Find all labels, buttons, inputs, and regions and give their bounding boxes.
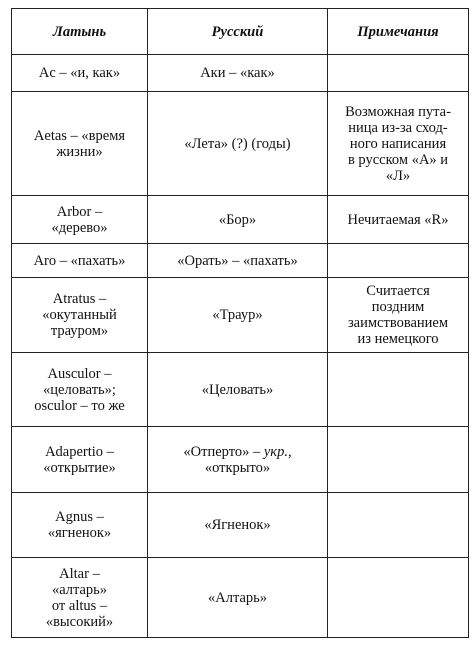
note-cell xyxy=(328,244,469,278)
russian-cell: «Орать» – «пахать» xyxy=(148,244,328,278)
ukr-abbrev: укр. xyxy=(263,443,288,460)
note-cell xyxy=(328,353,469,427)
table-row xyxy=(12,278,469,353)
header-row xyxy=(12,9,469,55)
russian-cell: «Траур» xyxy=(148,278,328,353)
latin-cell: Ausculor – «целовать»; osculor – то же xyxy=(12,353,148,427)
header-notes: Примечания xyxy=(328,9,469,55)
table-row xyxy=(12,558,469,638)
table-row xyxy=(12,92,469,196)
note-cell: Нечитаемая «R» xyxy=(328,196,469,244)
table-row xyxy=(12,427,469,493)
note-cell: Возможная пута- ница из-за сход- ного написания в русском «А» и «Л» xyxy=(328,92,469,196)
russian-text: , «открыто» xyxy=(204,443,292,476)
note-cell xyxy=(328,55,469,92)
header-latin: Латынь xyxy=(12,9,148,55)
table-row xyxy=(12,244,469,278)
table-row xyxy=(12,353,469,427)
russian-cell: «Алтарь» xyxy=(148,558,328,638)
russian-cell xyxy=(148,427,328,493)
russian-cell: Аки – «как» xyxy=(148,55,328,92)
russian-cell: «Ягненок» xyxy=(148,493,328,558)
latin-cell: Ac – «и, как» xyxy=(12,55,148,92)
latin-cell: Agnus – «ягненок» xyxy=(12,493,148,558)
table-row xyxy=(12,493,469,558)
latin-cell: Altar – «алтарь» от altus – «высокий» xyxy=(12,558,148,638)
note-cell xyxy=(328,558,469,638)
russian-cell: «Бор» xyxy=(148,196,328,244)
table-row xyxy=(12,196,469,244)
latin-cell: Atratus – «окутанный трауром» xyxy=(12,278,148,353)
latin-cell: Aetas – «время жизни» xyxy=(12,92,148,196)
russian-cell: «Целовать» xyxy=(148,353,328,427)
etymology-table xyxy=(11,8,469,638)
note-cell xyxy=(328,427,469,493)
latin-cell: Arbor – «дерево» xyxy=(12,196,148,244)
russian-text: «Отперто» – xyxy=(183,443,264,460)
latin-cell: Adapertio – «открытие» xyxy=(12,427,148,493)
header-russian: Русский xyxy=(148,9,328,55)
russian-cell: «Лета» (?) (годы) xyxy=(148,92,328,196)
table-row xyxy=(12,55,469,92)
note-cell: Считается поздним заимствованием из немецкого xyxy=(328,278,469,353)
latin-cell: Aro – «пахать» xyxy=(12,244,148,278)
note-cell xyxy=(328,493,469,558)
